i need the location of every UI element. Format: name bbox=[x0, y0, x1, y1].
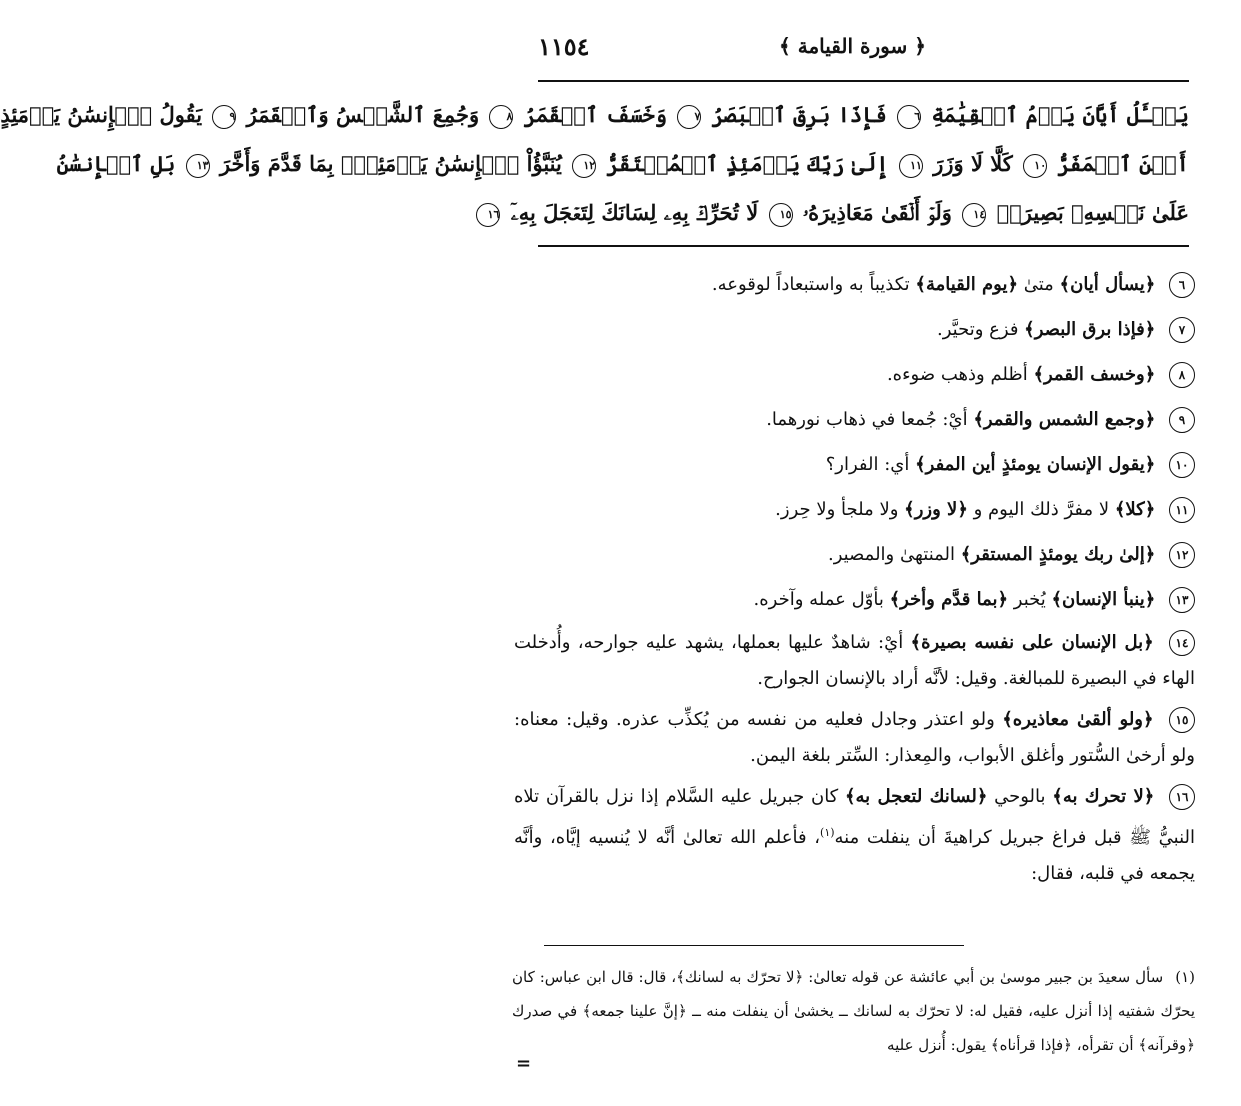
explanation-text: ولا ملجأ ولا حِرز. bbox=[775, 499, 905, 520]
quoted-phrase: ﴿وخسف القمر﴾ bbox=[1033, 364, 1156, 385]
verse-text: إِلَىٰ رَبِّكَ يَوۡمَئِذٍ ٱلۡمُسۡتَقَرُّ bbox=[606, 151, 889, 176]
tafsir-entry bbox=[514, 355, 1195, 395]
verse-number-badge: ١١ bbox=[1169, 497, 1195, 523]
verse-number-badge: ١٣ bbox=[1169, 587, 1195, 613]
explanation-text: لا مفرَّ ذلك اليوم و bbox=[967, 499, 1115, 520]
explanation-text: أيْ: شاهدٌ عليها بعملها، يشهد عليه جوارحه، وأُدخلت الهاء في البصيرة للمبالغة. وقيل: لأنَّه أراد بالإنسان الجوارح. bbox=[514, 632, 1195, 689]
continuation-mark: = bbox=[516, 1053, 532, 1074]
verse-number-badge: ١٦ bbox=[1169, 784, 1195, 810]
tafsir-entry bbox=[514, 265, 1195, 305]
explanation-text: بالوحي bbox=[987, 786, 1053, 807]
tafsir-entry bbox=[514, 535, 1195, 575]
verse-text: يَقُولُ ٱلۡإِنسَٰنُ يَوۡمَئِذٍ bbox=[0, 102, 203, 127]
verse-marker: ٨ bbox=[489, 105, 513, 129]
verse-marker: ٦ bbox=[897, 105, 921, 129]
quran-verses-block bbox=[0, 90, 1189, 238]
quoted-phrase: ﴿لا وزر﴾ bbox=[904, 499, 968, 520]
explanation-text: ، فأعلم الله تعالىٰ أنَّه لا يُنسيه إيَّاه، وأنَّه يجمعه في قلبه، فقال: bbox=[514, 827, 1195, 884]
quoted-phrase: ﴿لا تحرك به﴾ bbox=[1052, 786, 1155, 807]
verse-number-badge: ١٢ bbox=[1169, 542, 1195, 568]
tafsir-entry bbox=[514, 625, 1195, 697]
verse-marker: ١١ bbox=[899, 154, 923, 178]
verse-marker: ١٢ bbox=[572, 154, 596, 178]
verse-marker: ٩ bbox=[212, 105, 236, 129]
footnote-reference[interactable]: (١) bbox=[820, 826, 835, 839]
verse-text: وَلَوۡ أَلۡقَىٰ مَعَاذِيرَهُۥ bbox=[802, 200, 952, 225]
verse-line bbox=[0, 90, 1189, 139]
page-header bbox=[522, 30, 1183, 68]
quoted-phrase: ﴿كلا﴾ bbox=[1114, 499, 1156, 520]
verse-marker: ١٣ bbox=[186, 154, 210, 178]
verse-marker: ١٥ bbox=[769, 203, 793, 227]
surah-title: ﴿ سورة القيامة ﴾ bbox=[779, 34, 926, 58]
explanation-text: المنتهىٰ والمصير. bbox=[827, 544, 961, 565]
quoted-phrase: ﴿بما قدَّم وأخر﴾ bbox=[889, 589, 1009, 610]
tafsir-section bbox=[514, 265, 1195, 897]
verse-text: عَلَىٰ نَفۡسِهِۦ بَصِيرَةٞ bbox=[996, 200, 1189, 225]
explanation-text: متىٰ bbox=[1018, 274, 1060, 295]
verse-number-badge: ٧ bbox=[1169, 317, 1195, 343]
footnote-divider bbox=[544, 945, 964, 946]
verse-text: لَا تُحَرِّكۡ بِهِۦ لِسَانَكَ لِتَعۡجَلَ بِهِۦٓ bbox=[510, 200, 759, 225]
verse-marker: ١٦ bbox=[476, 203, 500, 227]
tafsir-entry bbox=[514, 779, 1195, 892]
tafsir-entry bbox=[514, 490, 1195, 530]
explanation-text: تكذيباً به واستبعاداً لوقوعه. bbox=[711, 274, 916, 295]
verse-number-badge: ٩ bbox=[1169, 407, 1195, 433]
explanation-text: فزع وتحيَّر. bbox=[937, 319, 1025, 340]
verse-marker: ٧ bbox=[677, 105, 701, 129]
quoted-phrase: ﴿ينبأ الإنسان﴾ bbox=[1051, 589, 1156, 610]
quoted-phrase: ﴿ولو ألقىٰ معاذيره﴾ bbox=[1002, 709, 1154, 730]
tafsir-entry bbox=[514, 702, 1195, 774]
verse-number-badge: ٦ bbox=[1169, 272, 1195, 298]
header-divider bbox=[538, 80, 1189, 82]
verses-divider bbox=[538, 245, 1189, 247]
verse-number-badge: ١٥ bbox=[1169, 707, 1195, 733]
footnote-text: سأل سعيدَ بن جبير موسىٰ بن أبي عائشة عن قوله تعالىٰ: ﴿لا تحرّك به لسانك﴾، قال: قال ابن عباس: كان يحرّك شفتيه إذا أنزل عليه، فقيل له: لا تحرّك به لسانك ــ يخشىٰ أن ينفلت منه ــ ﴿إنَّ علينا جمعه﴾ في صدرك ﴿وقرآنه﴾ أن تقرأه، ﴿فإذا قرأناه﴾ يقول: أُنزل عليه bbox=[512, 968, 1195, 1054]
tafsir-entry bbox=[514, 310, 1195, 350]
footnote-number: (١) bbox=[1175, 968, 1195, 986]
verse-line bbox=[56, 139, 1189, 188]
tafsir-entry bbox=[514, 580, 1195, 620]
explanation-text: كان جبريل عليه السَّلام إذا نزل بالقرآن تلاه النبيُّ ﷺ قبل فراغ جبريل كراهيةَ أن ينفلت منه bbox=[514, 786, 1195, 848]
verse-text: يَسۡـَٔلُ أَيَّانَ يَوۡمُ ٱلۡقِيَٰمَةِ bbox=[931, 102, 1189, 127]
quoted-phrase: ﴿بل الإنسان على نفسه بصيرة﴾ bbox=[910, 632, 1154, 653]
verse-text: أَيۡنَ ٱلۡمَفَرُّ bbox=[1057, 151, 1189, 176]
verse-text: بَلِ ٱلۡإِنسَٰنُ bbox=[56, 151, 176, 176]
verse-number-badge: ٨ bbox=[1169, 362, 1195, 388]
explanation-text: ولو اعتذر وجادل فعليه من نفسه من يُكذِّب عذره. وقيل: معناه: ولو أرخىٰ السُّتور وأغلق الأبواب، والمِعذار: السِّتر بلغة اليمن. bbox=[514, 709, 1195, 766]
verse-marker: ١٤ bbox=[962, 203, 986, 227]
explanation-text: أي: الفرار؟ bbox=[825, 454, 916, 475]
quoted-phrase: ﴿لسانك لتعجل به﴾ bbox=[844, 786, 988, 807]
explanation-text: بأوّل عمله وآخره. bbox=[753, 589, 890, 610]
verse-text: وَخَسَفَ ٱلۡقَمَرُ bbox=[523, 102, 668, 127]
verse-text: وَجُمِعَ ٱلشَّمۡسُ وَٱلۡقَمَرُ bbox=[246, 102, 480, 127]
verse-number-badge: ١٠ bbox=[1169, 452, 1195, 478]
explanation-text: أظلم وذهب ضوءه. bbox=[886, 364, 1034, 385]
tafsir-entry bbox=[514, 400, 1195, 440]
verse-text: كَلَّا لَا وَزَرَ bbox=[933, 151, 1013, 176]
verse-marker: ١٠ bbox=[1023, 154, 1047, 178]
quoted-phrase: ﴿يقول الإنسان يومئذٍ أين المفر﴾ bbox=[915, 454, 1156, 475]
verse-text: فَإِذَا بَرِقَ ٱلۡبَصَرُ bbox=[711, 102, 887, 127]
verse-text: يُنَبَّؤُاْ ٱلۡإِنسَٰنُ يَوۡمَئِذِۭ بِمَا قَدَّمَ وَأَخَّرَ bbox=[219, 151, 562, 176]
tafsir-entry bbox=[514, 445, 1195, 485]
verse-line bbox=[487, 188, 1189, 237]
explanation-text: يُخبر bbox=[1008, 589, 1052, 610]
explanation-text: أيْ: جُمعا في ذهاب نورهما. bbox=[766, 409, 974, 430]
quoted-phrase: ﴿إلىٰ ربك يومئذٍ المستقر﴾ bbox=[960, 544, 1156, 565]
verse-number-badge: ١٤ bbox=[1169, 630, 1195, 656]
footnote bbox=[512, 960, 1195, 1062]
quoted-phrase: ﴿وجمع الشمس والقمر﴾ bbox=[973, 409, 1156, 430]
quoted-phrase: ﴿يوم القيامة﴾ bbox=[915, 274, 1019, 295]
page-number: ١١٥٤ bbox=[538, 32, 590, 61]
quoted-phrase: ﴿فإذا برق البصر﴾ bbox=[1024, 319, 1156, 340]
quoted-phrase: ﴿يسأل أيان﴾ bbox=[1059, 274, 1156, 295]
